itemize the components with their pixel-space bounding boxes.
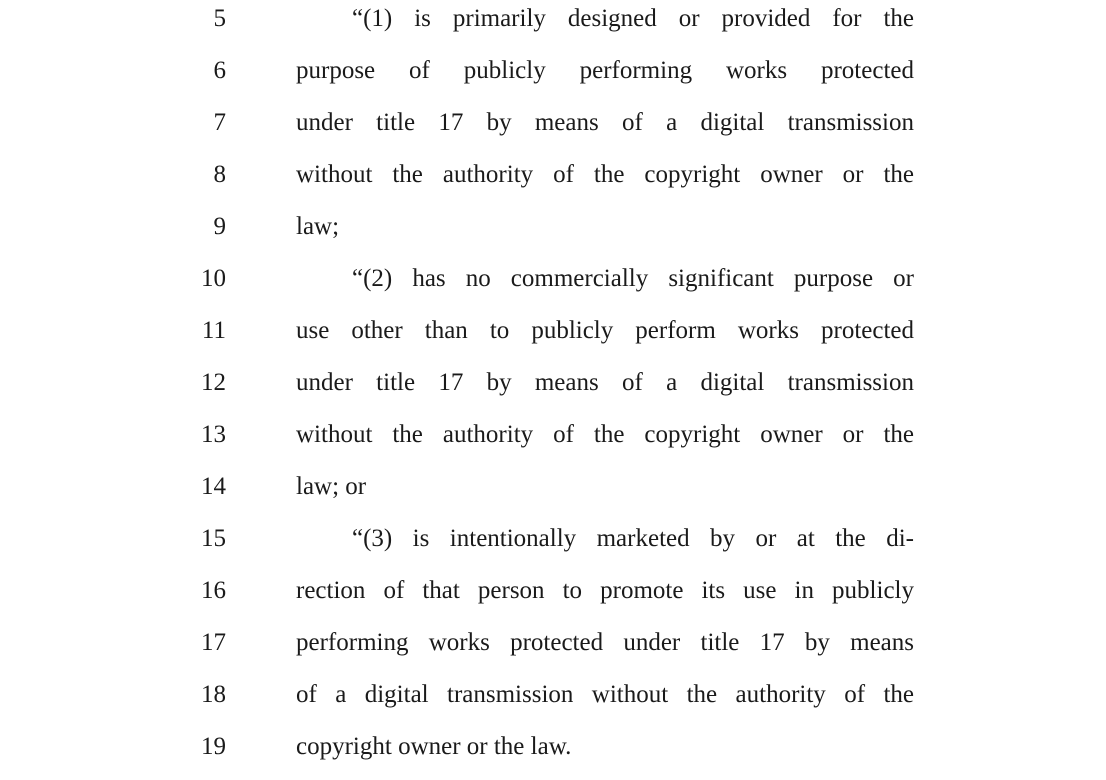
line-text: law; xyxy=(296,213,340,240)
line-number: 7 xyxy=(213,109,226,136)
line-15 xyxy=(0,520,1106,572)
line-17 xyxy=(0,624,1106,676)
line-text: without the authority of the copyright owner or the xyxy=(296,161,914,188)
line-text: without the authority of the copyright owner or the xyxy=(296,421,914,448)
line-number: 19 xyxy=(201,733,226,760)
line-text: “(3) is intentionally marketed by or at the di- xyxy=(352,525,914,552)
line-number: 11 xyxy=(201,317,226,344)
line-number: 16 xyxy=(201,577,226,604)
line-number: 9 xyxy=(213,213,226,240)
line-text: rection of that person to promote its use in publicly xyxy=(296,577,914,604)
line-text: under title 17 by means of a digital transmission xyxy=(296,109,914,136)
line-number: 8 xyxy=(213,161,226,188)
line-5 xyxy=(0,0,1106,52)
line-12 xyxy=(0,364,1106,416)
line-number: 6 xyxy=(213,57,226,84)
line-number: 17 xyxy=(201,629,226,656)
line-10 xyxy=(0,260,1106,312)
line-number: 15 xyxy=(201,525,226,552)
line-number: 18 xyxy=(201,681,226,708)
line-text: “(1) is primarily designed or provided for the xyxy=(352,5,914,32)
line-8 xyxy=(0,156,1106,208)
line-11 xyxy=(0,312,1106,364)
line-number: 12 xyxy=(201,369,226,396)
line-text: “(2) has no commercially significant purpose or xyxy=(352,265,914,292)
line-text: law; or xyxy=(296,473,367,500)
line-7 xyxy=(0,104,1106,156)
line-number: 13 xyxy=(201,421,226,448)
line-13 xyxy=(0,416,1106,468)
line-text: of a digital transmission without the authority of the xyxy=(296,681,914,708)
line-9 xyxy=(0,208,1106,260)
line-18 xyxy=(0,676,1106,728)
line-text: under title 17 by means of a digital transmission xyxy=(296,369,914,396)
line-number: 10 xyxy=(201,265,226,292)
line-6 xyxy=(0,52,1106,104)
line-text: purpose of publicly performing works protected xyxy=(296,57,914,84)
line-text: use other than to publicly perform works protected xyxy=(296,317,914,344)
line-19 xyxy=(0,728,1106,780)
line-number: 5 xyxy=(213,5,226,32)
line-number: 14 xyxy=(201,473,226,500)
line-text: performing works protected under title 17 by means xyxy=(296,629,914,656)
line-16 xyxy=(0,572,1106,624)
line-14 xyxy=(0,468,1106,520)
line-text: copyright owner or the law. xyxy=(296,733,572,760)
